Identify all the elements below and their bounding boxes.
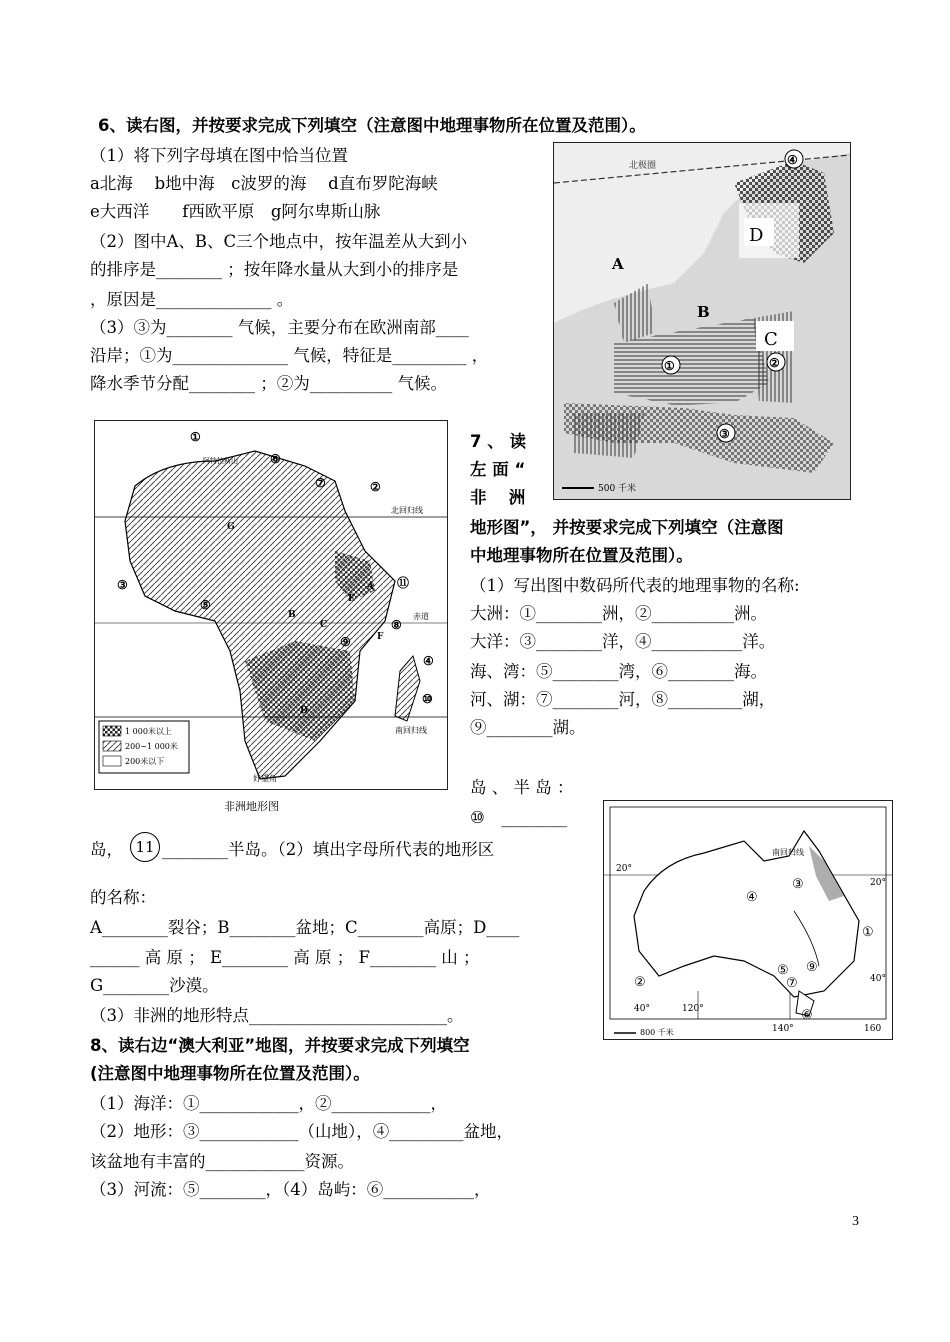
map-label-A: A <box>612 255 624 273</box>
aus-label-7: ⑦ <box>786 976 798 991</box>
map-label-D: D <box>749 225 764 246</box>
q6-line: （3）③为________ 气候，主要分布在欧洲南部____ <box>90 318 469 337</box>
aus-label-9: ⑨ <box>806 960 818 975</box>
q7-line: A________裂谷；B________盆地；C________高原；D____ <box>90 918 520 937</box>
africa-letter-E: E <box>348 594 355 604</box>
q6-line: （2）图中A、B、C三个地点中，按年温差从大到小 <box>90 232 468 251</box>
q6-line: 沿岸；①为______________ 气候，特征是_________ ， <box>90 346 489 365</box>
aus-label-4: ④ <box>746 890 758 905</box>
aus-label-5: ⑤ <box>777 963 789 978</box>
africa-label-7: ⑦ <box>315 476 326 490</box>
q7-line: 海、湾：⑤________湾，⑥________海。 <box>470 662 767 681</box>
africa-letter-C: C <box>320 620 328 630</box>
africa-label-2: ② <box>370 480 381 494</box>
map-label-4: ④ <box>787 153 798 167</box>
map-label-B: B <box>697 303 710 321</box>
q7-line: 大洲：①________洲，②__________洲。 <box>470 604 767 623</box>
europe-map-graphic <box>554 143 850 499</box>
aus-coord: 20° <box>616 864 632 874</box>
q6-line: 的排序是________ ；按年降水量从大到小的排序是 <box>90 260 459 279</box>
page-number: 3 <box>852 1214 859 1229</box>
africa-label-9: ⑨ <box>340 635 351 649</box>
aus-coord: 140° <box>772 1024 794 1034</box>
q6-line: e大西洋 f西欧平原 g阿尔卑斯山脉 <box>90 202 381 221</box>
africa-label-8: ⑧ <box>391 618 402 632</box>
map-label-3: ③ <box>719 427 730 441</box>
q6-line: 降水季节分配________ ；②为__________ 气候。 <box>90 374 447 393</box>
tropic-capricorn-label: 南回归线 <box>395 726 427 735</box>
circled-number-11: 11 <box>130 832 160 862</box>
aus-label-3: ③ <box>792 877 804 892</box>
africa-letter-B: B <box>288 610 296 620</box>
q7-line: G________沙漠。 <box>90 976 219 995</box>
aus-coord: 40° <box>634 1004 650 1014</box>
q7-line: （3）非洲的地形特点________________________。 <box>90 1006 464 1025</box>
cape-label: 好望角 <box>253 774 277 783</box>
africa-map-caption: 非洲地形图 <box>224 800 279 813</box>
aus-coord: 160 <box>864 1024 882 1034</box>
aus-label-2: ② <box>634 975 646 990</box>
tropic-cancer-label: 北回归线 <box>391 506 423 515</box>
q7-line: ________半岛。（2）填出字母所代表的地形区 <box>162 840 495 859</box>
australia-map <box>603 800 893 1040</box>
aus-label-6: ⑥ <box>801 1008 813 1023</box>
q7-line: 岛， <box>90 840 123 859</box>
q6-line: a北海 b地中海 c波罗的海 d直布罗陀海峡 <box>90 174 438 193</box>
aus-coord: 20° <box>870 878 886 888</box>
q7-line: ______ 高 原 ； E________ 高 原 ； F________ 山 ； <box>90 948 480 967</box>
arctic-label: 北极圈 <box>629 161 657 171</box>
q7-line: ⑩ ________ <box>470 808 568 827</box>
q7-line: 岛 、 半 岛 ： <box>470 778 574 797</box>
aus-coord: 120° <box>682 1004 704 1014</box>
aus-label-1: ① <box>862 925 874 940</box>
aus-scale: 800 千米 <box>640 1028 674 1037</box>
africa-label-5: ⑤ <box>200 598 211 612</box>
q6-line: （1）将下列字母填在图中恰当位置 <box>90 146 348 165</box>
q8-title: 8、读右边“澳大利亚”地图，并按要求完成下列填空 <box>90 1036 470 1055</box>
q7-title-part: 7 、 读 <box>470 432 526 451</box>
africa-label-11: ⑪ <box>397 576 410 590</box>
africa-map-graphic <box>95 421 447 789</box>
map-label-C: C <box>764 329 778 350</box>
map-label-1: ① <box>664 359 675 373</box>
atlas-label: 阿特拉斯山 <box>203 457 238 465</box>
q8-title: (注意图中地理事物所在位置及范围）。 <box>90 1064 370 1083</box>
australia-map-graphic <box>604 801 892 1039</box>
legend-high: 1 000米以上 <box>125 727 172 736</box>
q8-line: （3）河流：⑤________，（4）岛屿：⑥___________， <box>90 1180 491 1199</box>
q8-line: （2）地形：③____________（山地），④_________盆地， <box>90 1122 513 1141</box>
q8-line: （1）海洋：①____________，②____________， <box>90 1094 447 1113</box>
q7-title-part: 左 面 “ <box>470 460 526 479</box>
q6-title: 6、读右图，并按要求完成下列填空（注意图中地理事物所在位置及范围）。 <box>98 116 646 135</box>
aus-coord: 40° <box>870 974 886 984</box>
q6-line: ，原因是______________ 。 <box>90 290 294 309</box>
equator-label: 赤道 <box>413 612 429 621</box>
africa-letter-G: G <box>227 522 235 532</box>
africa-letter-D: D <box>300 706 308 716</box>
africa-label-4: ④ <box>423 654 434 668</box>
africa-label-10: ⑩ <box>422 692 433 706</box>
legend-low: 200米以下 <box>125 757 165 766</box>
q7-title-part: 中地理事物所在位置及范围）。 <box>470 546 693 565</box>
africa-label-1: ① <box>190 430 201 444</box>
q7-title-part: 非 洲 <box>470 488 526 507</box>
africa-label-3: ③ <box>117 578 128 592</box>
q7-line: 的名称： <box>90 888 156 907</box>
africa-map <box>94 420 448 790</box>
africa-label-6: ⑥ <box>270 452 281 466</box>
legend-mid: 200~1 000米 <box>125 742 178 751</box>
africa-letter-F: F <box>377 632 384 642</box>
map-label-2: ② <box>769 356 780 370</box>
q7-line: ⑨________湖。 <box>470 718 586 737</box>
europe-scale: 500 千米 <box>598 484 637 494</box>
europe-map <box>553 142 851 500</box>
africa-letter-A: A <box>367 582 374 592</box>
q7-line: 河、湖：⑦________河，⑧_________湖， <box>470 690 776 709</box>
aus-tropic-label: 南回归线 <box>772 848 804 857</box>
q7-title-part: 地形图”， 并按要求完成下列填空（注意图 <box>470 518 784 537</box>
africa-legend <box>99 721 189 773</box>
q7-line: 大洋：③________洋，④___________洋。 <box>470 632 776 651</box>
q8-line: 该盆地有丰富的____________资源。 <box>90 1152 354 1171</box>
q7-line: （1）写出图中数码所代表的地理事物的名称: <box>470 576 800 595</box>
